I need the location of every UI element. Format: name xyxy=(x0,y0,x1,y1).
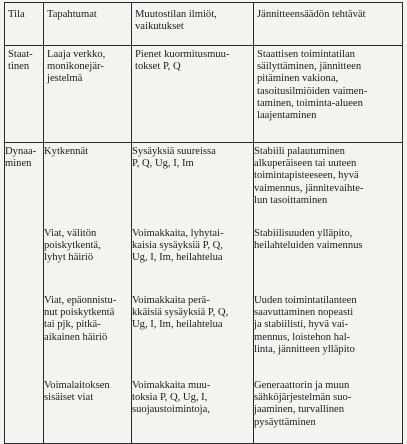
header-muutostila: Muutostilan ilmiöt, vaikutukset xyxy=(132,3,254,46)
dynamic-event-3: Viat, epäonnistu- nut poiskytkentä tai pjk, pitkä- aikainen häiriö xyxy=(44,295,117,343)
dynamic-task-2: Stabiilisuuden ylläpito, heilahteluiden vaimennus xyxy=(254,228,363,252)
header-tehtavat: Jännitteensäädön tehtävät xyxy=(254,3,403,46)
header-row xyxy=(5,3,403,46)
dynamic-effect-1: Sysäyksiä suureissa P, Q, Ug, I, Im xyxy=(132,146,216,170)
dynamic-effect-3: Voimakkaita perä- kkäisiä sysäyksiä P, Q, Ug, I, Im, heilahtelua xyxy=(132,295,229,331)
cell-static-muutostila: Pienet kuormitusmuu- tokset P, Q xyxy=(132,46,254,143)
cell-dynamic-muutostila xyxy=(132,143,254,444)
dynamic-event-4: Voimalaitoksen sisäiset viat xyxy=(44,380,110,404)
dynamic-effect-2: Voimakkaita, lyhytai- kaisia sysäyksiä P, Q, Ug, I, Im, heilahtelua xyxy=(132,228,224,264)
cell-dynamic-tila xyxy=(5,143,44,444)
dynamic-task-1: Stabiili palautuminen alkuperäiseen tai uuteen toimintapisteeseen, hyvä vaimennus, jännitevaihte- lun tasoittaminen xyxy=(254,146,364,206)
dynamic-task-3: Uuden toimintatilanteen saavuttaminen nopeasti ja stabiilisti, hyvä vai- mennus, loistehon hal- linta, jännitteen ylläpito xyxy=(254,295,357,355)
cell-dynamic-tehtavat xyxy=(254,143,403,444)
dynamic-task-4: Generaattorin ja muun sähköjärjestelmän suo- jaaminen, turvallinen pysäyttäminen xyxy=(254,380,352,428)
dynamic-tila-label: Dynaa- minen xyxy=(5,146,37,170)
cell-static-tapahtumat: Laaja verkko, monikonejär- jestelmä xyxy=(44,46,132,143)
dynamic-event-1: Kytkennät xyxy=(44,146,89,157)
cell-dynamic-tapahtumat xyxy=(44,143,132,444)
header-tapahtumat: Tapahtumat xyxy=(44,3,132,46)
table-row-static xyxy=(5,46,403,143)
table-row-dynamic xyxy=(5,143,403,444)
header-tila: Tila xyxy=(5,3,44,46)
cell-static-tehtavat: Staattisen toimintatilan säilyttäminen, jännitteen pitäminen vakiona, tasoitusilmiöiden vaimen- taminen, toiminta-alueen laajentaminen xyxy=(254,46,403,143)
dynamic-effect-4: Voimakkaita muu- toksia P, Q, Ug, I, suojaustoimintoja, xyxy=(132,380,211,416)
cell-static-tila: Staat- tinen xyxy=(5,46,44,143)
voltage-control-table xyxy=(4,2,403,444)
dynamic-event-2: Viat, välitön poiskytkentä, lyhyt häiriö xyxy=(44,228,101,264)
